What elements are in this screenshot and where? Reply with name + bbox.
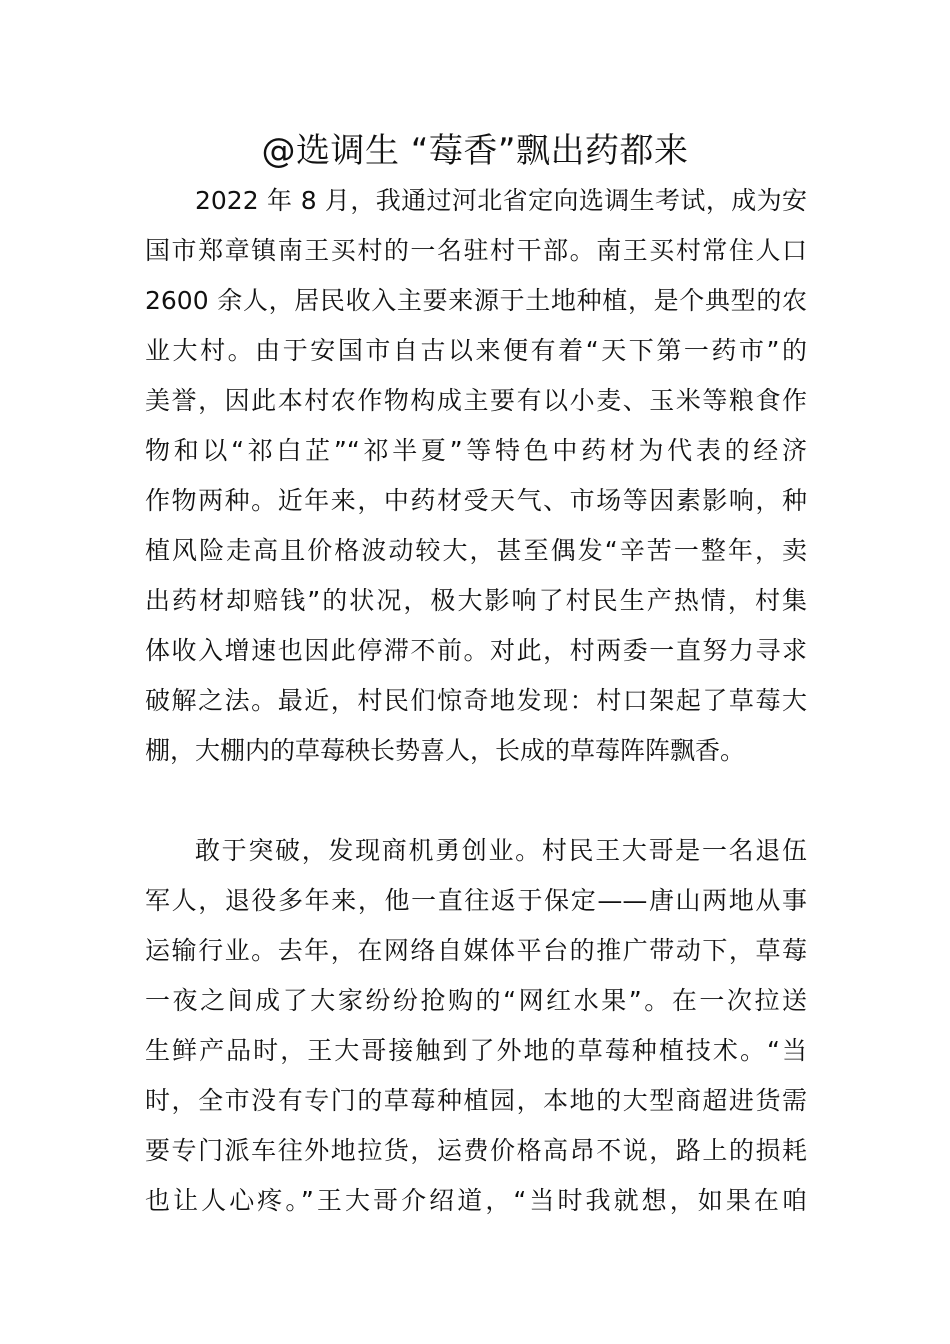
document-title: @选调生 “莓香”飘出药都来 [261, 131, 689, 171]
text-line: 也让人心疼。”王大哥介绍道，“当时我就想，如果在咱 [145, 1186, 807, 1215]
text-line: 敢于突破，发现商机勇创业。村民王大哥是一名退伍 [195, 836, 807, 865]
text-line: 生鲜产品时，王大哥接触到了外地的草莓种植技术。“当 [145, 1036, 807, 1065]
text-line: 运输行业。去年，在网络自媒体平台的推广带动下，草莓 [145, 936, 807, 965]
text-line: 物和以“祁白芷”“祁半夏”等特色中药材为代表的经济 [145, 436, 807, 465]
text-line: 美誉，因此本村农作物构成主要有以小麦、玉米等粮食作 [145, 386, 807, 415]
text-line: 一夜之间成了大家纷纷抢购的“网红水果”。在一次拉送 [145, 986, 807, 1015]
text-line: 2022 年 8 月，我通过河北省定向选调生考试，成为安 [195, 186, 807, 215]
text-line: 破解之法。最近，村民们惊奇地发现：村口架起了草莓大 [145, 686, 807, 715]
paragraph-1 [145, 176, 807, 776]
text-line: 体收入增速也因此停滞不前。对此，村两委一直努力寻求 [145, 636, 807, 665]
text-line: 要专门派车往外地拉货，运费价格高昂不说，路上的损耗 [145, 1136, 807, 1165]
text-line: 业大村。由于安国市自古以来便有着“天下第一药市”的 [145, 336, 807, 365]
text-line: 作物两种。近年来，中药材受天气、市场等因素影响，种 [145, 486, 807, 515]
paragraph-2 [145, 826, 807, 1226]
text-line: 时，全市没有专门的草莓种植园，本地的大型商超进货需 [145, 1086, 807, 1115]
text-line: 棚，大棚内的草莓秧长势喜人，长成的草莓阵阵飘香。 [145, 736, 746, 765]
text-line: 国市郑章镇南王买村的一名驻村干部。南王买村常住人口 [145, 236, 807, 265]
text-line: 军人，退役多年来，他一直往返于保定——唐山两地从事 [145, 886, 807, 915]
text-line: 植风险走高且价格波动较大，甚至偶发“辛苦一整年，卖 [145, 536, 807, 565]
text-line: 出药材却赔钱”的状况，极大影响了村民生产热情，村集 [145, 586, 807, 615]
text-line: 2600 余人，居民收入主要来源于土地种植，是个典型的农 [145, 286, 807, 315]
